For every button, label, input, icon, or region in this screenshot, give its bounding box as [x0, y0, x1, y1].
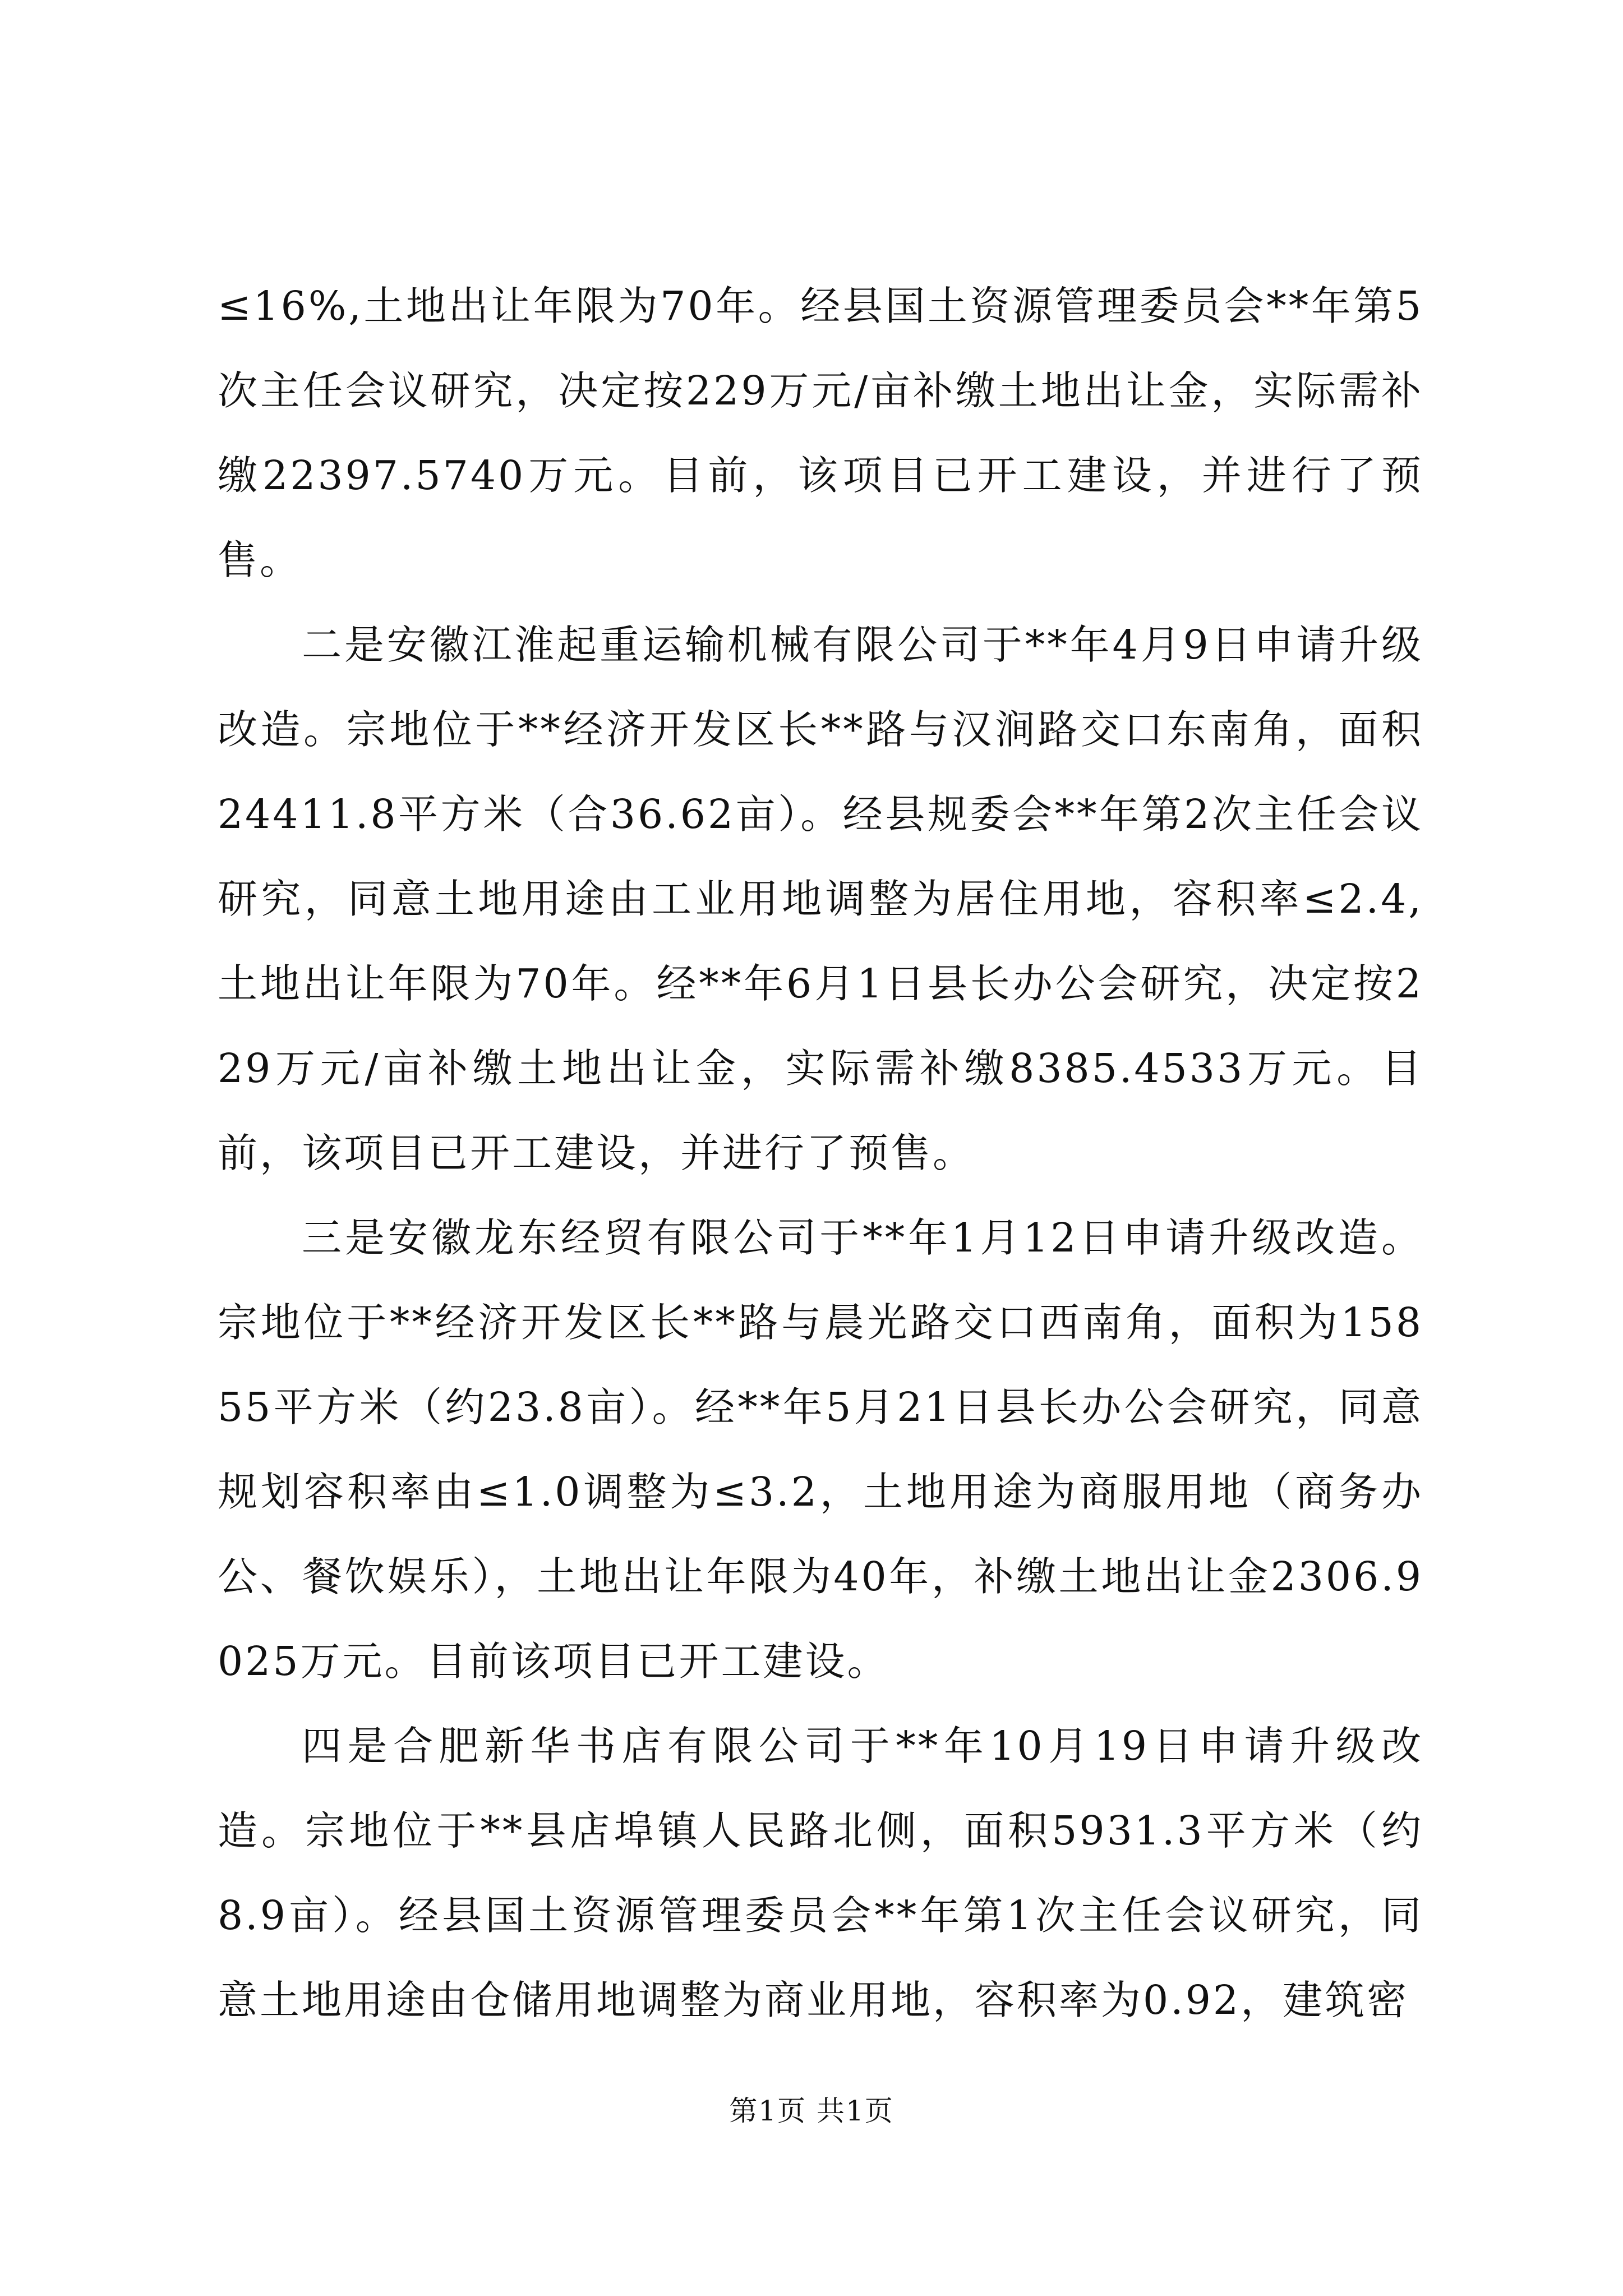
paragraph-3: 三是安徽龙东经贸有限公司于**年1月12日申请升级改造。宗地位于**经济开发区长**路与晨光路交口西南角，面积为15855平方米（约23.8亩）。经**年5月21日县长办公会研究，同意规划容积率由≤1.0调整为≤3.2，土地用途为商服用地（商务办公、餐饮娱乐），土地出让年限为40年，补缴土地出让金2306.9025万元。目前该项目已开工建设。: [218, 1214, 1423, 1685]
page-footer: 第1页 共1页: [729, 2095, 894, 2127]
document-body: [218, 264, 1423, 2042]
paragraph-2: 二是安徽江淮起重运输机械有限公司于**年4月9日申请升级改造。宗地位于**经济开发区长**路与汉涧路交口东南角，面积24411.8平方米（合36.62亩）。经县规委会**年第2次主任会议研究，同意土地用途由工业用地调整为居住用地，容积率≤2.4,土地出让年限为70年。经**年6月1日县长办公会研究，决定按229万元/亩补缴土地出让金，实际需补缴8385.4533万元。目前，该项目已开工建设，并进行了预售。: [218, 622, 1423, 1176]
paragraph-1: ≤16%,土地出让年限为70年。经县国土资源管理委员会**年第5次主任会议研究，决定按229万元/亩补缴土地出让金，实际需补缴22397.5740万元。目前，该项目已开工建设，并进行了预售。: [218, 283, 1423, 583]
paragraph-4: 四是合肥新华书店有限公司于**年10月19日申请升级改造。宗地位于**县店埠镇人民路北侧，面积5931.3平方米（约8.9亩）。经县国土资源管理委员会**年第1次主任会议研究，同意土地用途由仓储用地调整为商业用地，容积率为0.92，建筑密: [218, 1723, 1423, 2023]
